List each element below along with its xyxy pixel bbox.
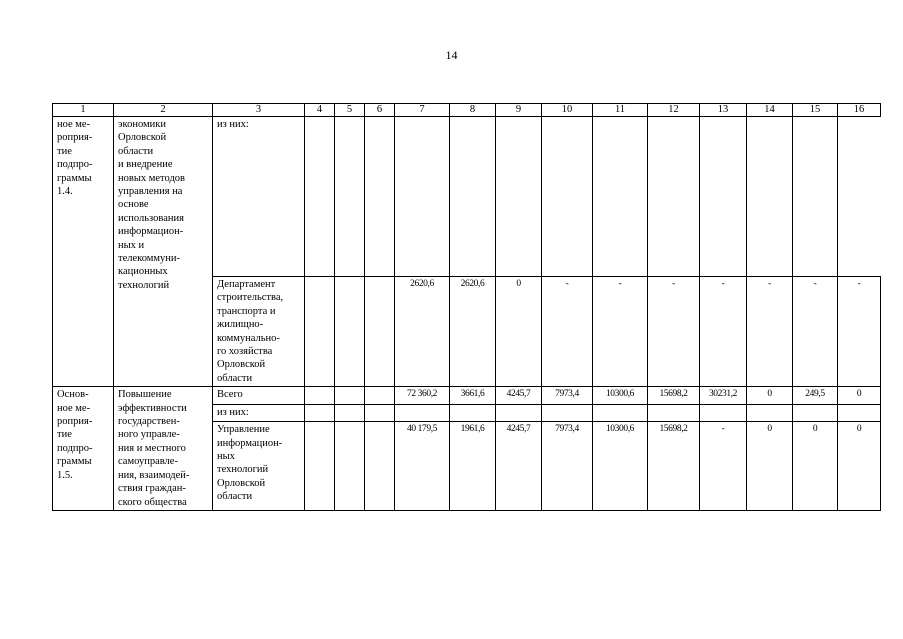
value-cell: 2620,6 bbox=[450, 277, 496, 387]
empty-cell bbox=[747, 117, 793, 277]
value-cell: 0 bbox=[838, 422, 881, 511]
header-cell: 1 bbox=[53, 104, 114, 117]
event-description-cell: Повышение эффективности государствен- ного управле- ния и местного самоуправле- ния, взаимодей- ствия граждан- ского общества bbox=[114, 387, 213, 511]
empty-cell bbox=[365, 387, 395, 404]
empty-cell bbox=[496, 117, 542, 277]
empty-cell bbox=[747, 404, 793, 421]
value-cell: 2620,6 bbox=[395, 277, 450, 387]
empty-cell bbox=[335, 404, 365, 421]
empty-cell bbox=[365, 404, 395, 421]
empty-cell bbox=[838, 404, 881, 421]
empty-cell bbox=[593, 404, 648, 421]
value-cell: - bbox=[747, 277, 793, 387]
event-name-cell: Основ- ное ме- роприя- тие подпро- граммы 1.5. bbox=[53, 387, 114, 511]
value-cell: 15698,2 bbox=[648, 387, 700, 404]
header-cell: 14 bbox=[747, 104, 793, 117]
executor-cell: Департамент строительства, транспорта и жилищно- коммунально- го хозяйства Орловской области bbox=[213, 277, 305, 387]
value-cell: 0 bbox=[747, 422, 793, 511]
value-cell: - bbox=[793, 277, 838, 387]
empty-cell bbox=[450, 117, 496, 277]
header-cell: 15 bbox=[793, 104, 838, 117]
value-cell: 30231,2 bbox=[700, 387, 747, 404]
value-cell: 15698,2 bbox=[648, 422, 700, 511]
empty-cell bbox=[542, 404, 593, 421]
empty-cell bbox=[335, 422, 365, 511]
value-cell: - bbox=[593, 277, 648, 387]
empty-cell bbox=[648, 404, 700, 421]
empty-cell bbox=[395, 117, 450, 277]
empty-cell bbox=[305, 117, 335, 277]
value-cell: 3661,6 bbox=[450, 387, 496, 404]
value-cell: 10300,6 bbox=[593, 387, 648, 404]
event-description-cell: экономики Орловской области и внедрение новых методов управления на основе использования информацион- ных и телекоммуни- кационных технологий bbox=[114, 117, 213, 387]
header-cell: 16 bbox=[838, 104, 881, 117]
header-cell: 2 bbox=[114, 104, 213, 117]
value-cell: 0 bbox=[793, 422, 838, 511]
header-cell: 12 bbox=[648, 104, 700, 117]
value-cell: 0 bbox=[838, 387, 881, 404]
empty-cell bbox=[593, 117, 648, 277]
value-cell: - bbox=[648, 277, 700, 387]
empty-cell bbox=[335, 387, 365, 404]
value-cell: 1961,6 bbox=[450, 422, 496, 511]
table-row bbox=[53, 387, 881, 404]
empty-cell bbox=[305, 277, 335, 387]
empty-cell bbox=[335, 277, 365, 387]
empty-cell bbox=[305, 422, 335, 511]
header-cell: 4 bbox=[305, 104, 335, 117]
event-name-cell: ное ме- роприя- тие подпро- граммы 1.4. bbox=[53, 117, 114, 387]
header-cell: 11 bbox=[593, 104, 648, 117]
value-cell: 4245,7 bbox=[496, 387, 542, 404]
value-cell: - bbox=[838, 277, 881, 387]
value-cell: - bbox=[700, 422, 747, 511]
header-cell: 7 bbox=[395, 104, 450, 117]
empty-cell bbox=[305, 387, 335, 404]
header-cell: 8 bbox=[450, 104, 496, 117]
value-cell: - bbox=[700, 277, 747, 387]
value-cell: 0 bbox=[496, 277, 542, 387]
budget-table bbox=[52, 103, 881, 511]
empty-cell bbox=[793, 117, 838, 277]
empty-cell bbox=[450, 404, 496, 421]
header-cell: 9 bbox=[496, 104, 542, 117]
header-cell: 3 bbox=[213, 104, 305, 117]
empty-cell bbox=[793, 404, 838, 421]
executor-cell: Управление информацион- ных технологий Орловской области bbox=[213, 422, 305, 511]
page-number: 14 bbox=[445, 48, 458, 62]
value-cell: 4245,7 bbox=[496, 422, 542, 511]
empty-cell bbox=[335, 117, 365, 277]
subheader-cell: из них: bbox=[213, 404, 305, 421]
header-cell: 10 bbox=[542, 104, 593, 117]
empty-cell bbox=[395, 404, 450, 421]
header-row bbox=[53, 104, 881, 117]
header-cell: 5 bbox=[335, 104, 365, 117]
value-cell: - bbox=[542, 277, 593, 387]
empty-cell bbox=[542, 117, 593, 277]
value-cell: 10300,6 bbox=[593, 422, 648, 511]
header-cell: 13 bbox=[700, 104, 747, 117]
empty-cell bbox=[365, 422, 395, 511]
value-cell: 0 bbox=[747, 387, 793, 404]
subheader-cell: из них: bbox=[213, 117, 305, 277]
empty-cell bbox=[496, 404, 542, 421]
value-cell: 40 179,5 bbox=[395, 422, 450, 511]
empty-cell bbox=[700, 404, 747, 421]
empty-cell bbox=[365, 277, 395, 387]
table-row bbox=[53, 117, 881, 277]
value-cell: 249,5 bbox=[793, 387, 838, 404]
total-label-cell: Всего bbox=[213, 387, 305, 404]
empty-cell bbox=[365, 117, 395, 277]
header-cell: 6 bbox=[365, 104, 395, 117]
value-cell: 7973,4 bbox=[542, 387, 593, 404]
empty-cell bbox=[305, 404, 335, 421]
value-cell: 72 360,2 bbox=[395, 387, 450, 404]
empty-cell bbox=[700, 117, 747, 277]
value-cell: 7973,4 bbox=[542, 422, 593, 511]
empty-cell bbox=[648, 117, 700, 277]
